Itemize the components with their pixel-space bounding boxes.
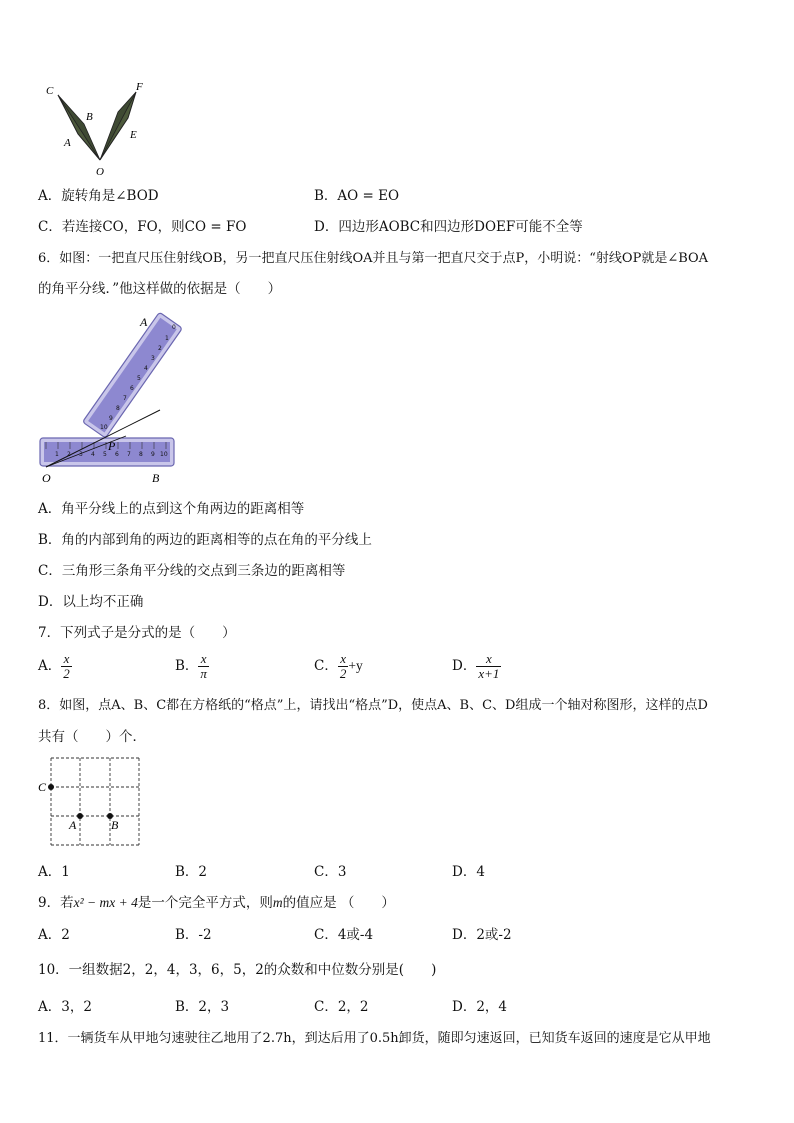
ruler2-tick-1: 1 [165,335,169,342]
ruler2-tick-5: 5 [137,375,141,382]
q10-option-a: A．3，2 [38,999,92,1015]
label-e: E [130,129,137,141]
figure-q6-rulers [36,312,196,488]
q5-option-a: A．旋转角是∠BOD [38,188,159,204]
q7-stem: 7．下列式子是分式的是（ ） [38,625,236,641]
ruler1-tick-8: 8 [139,451,143,458]
q9-variable: m [272,895,283,910]
q7-option-c [314,652,363,681]
ruler2-tick-4: 4 [144,365,148,372]
q7-option-a [38,652,72,681]
q7-option-d [452,652,501,681]
label-c: C [38,780,47,794]
option-label: C． [314,658,338,674]
label-o: O [96,166,104,178]
q6-stem-line1: 6．如图：一把直尺压住射线OB，另一把直尺压住射线OA并且与第一把直尺交于点P，小明说：“射线OP就是∠BOA [38,251,709,266]
label-f: F [136,81,143,93]
q7-option-b [175,652,209,681]
ruler1-tick-6: 6 [115,451,119,458]
q9-prefix: 9．若 [38,895,74,911]
q9-expression: x² − mx + 4 [73,895,138,910]
q9-option-a: A．2 [38,927,70,943]
fraction [61,652,72,681]
fraction [338,652,349,681]
ruler2-tick-7: 7 [123,395,127,402]
q6-option-b: B．角的内部到角的两边的距离相等的点在角的平分线上 [38,532,372,548]
label-c: C [46,85,54,97]
ruler1-tick-7: 7 [127,451,131,458]
label-b: B [86,111,93,123]
q6-option-a: A．角平分线上的点到这个角两边的距离相等 [38,501,305,517]
q8-option-d: D．4 [452,864,485,880]
label-b: B [111,818,119,832]
fraction-tail: +y [348,658,363,673]
q9-stem [38,894,395,912]
numerator: x [338,652,349,667]
ruler2-tick-9: 9 [109,415,113,422]
q5-option-b: B．AO = EO [314,188,400,204]
q6-option-d: D．以上均不正确 [38,594,144,610]
q9-option-c: C．4或-4 [314,927,374,943]
option-label: A． [38,658,62,674]
fraction [198,652,209,681]
numerator: x [61,652,72,667]
q6-option-c: C．三角形三条角平分线的交点到三条边的距离相等 [38,563,346,579]
ruler2-tick-2: 2 [158,345,162,352]
q8-option-a: A．1 [38,864,70,880]
ruler1-tick-2: 2 [67,451,71,458]
q10-stem: 10．一组数据2，2，4，3，6，5，2的众数和中位数分别是( ) [38,962,437,978]
q5-option-c: C．若连接CO，FO，则CO = FO [38,219,247,235]
q8-option-c: C．3 [314,864,347,880]
ruler1-tick-5: 5 [103,451,107,458]
label-o: O [42,471,51,485]
option-label: D． [452,658,477,674]
ruler1-tick-9: 9 [151,451,155,458]
ruler2-tick-8: 8 [116,405,120,412]
ruler1-tick-4: 4 [91,451,95,458]
ruler1-tick-1: 1 [55,451,59,458]
q6-stem-line2: 的角平分线．”他这样做的依据是（ ） [38,281,282,297]
numerator: x [198,652,209,667]
figure-q5-rotation [44,78,164,178]
denominator: x+1 [478,666,500,681]
q9-option-b: B．-2 [175,927,212,943]
ruler2-tick-6: 6 [130,385,134,392]
ruler2-tick-3: 3 [151,355,155,362]
q11-stem-line1: 11．一辆货车从甲地匀速驶往乙地用了2.7h，到达后用了0.5h卸货，随即匀速返回，已知货车返回的速度是它从甲地 [38,1031,711,1046]
q8-option-b: B．2 [175,864,208,880]
denominator: π [200,666,207,681]
ruler1-tick-3: 3 [79,451,83,458]
fraction [476,652,501,681]
label-b: B [152,471,160,485]
option-label: B． [175,658,199,674]
q9-option-d: D．2或-2 [452,927,512,943]
label-a: A [64,137,71,149]
q9-suffix: 的值应是 （ ） [282,895,395,911]
q10-option-b: B．2，3 [175,999,230,1015]
q8-stem-line2: 共有（ ）个． [38,729,146,745]
denominator: 2 [63,666,70,681]
q8-stem-line1: 8．如图，点A、B、C都在方格纸的“格点”上，请找出“格点”D，使点A、B、C、D组成一个轴对称图形，这样的点D [38,698,708,713]
ruler1-tick-10: 10 [160,451,168,458]
ruler2-tick-10: 10 [100,424,108,431]
label-a: A [69,818,77,832]
numerator: x [476,652,501,667]
q9-middle: 是一个完全平方式，则 [137,895,273,911]
label-a: A [140,315,148,329]
q10-option-d: D．2，4 [452,999,508,1015]
ruler2-tick-0: 0 [172,324,176,331]
label-p: P [108,439,116,453]
q5-option-d: D．四边形AOBC和四边形DOEF可能不全等 [314,219,583,235]
denominator: 2 [339,666,347,681]
figure-q8-grid [36,754,146,848]
q10-option-c: C．2，2 [314,999,369,1015]
